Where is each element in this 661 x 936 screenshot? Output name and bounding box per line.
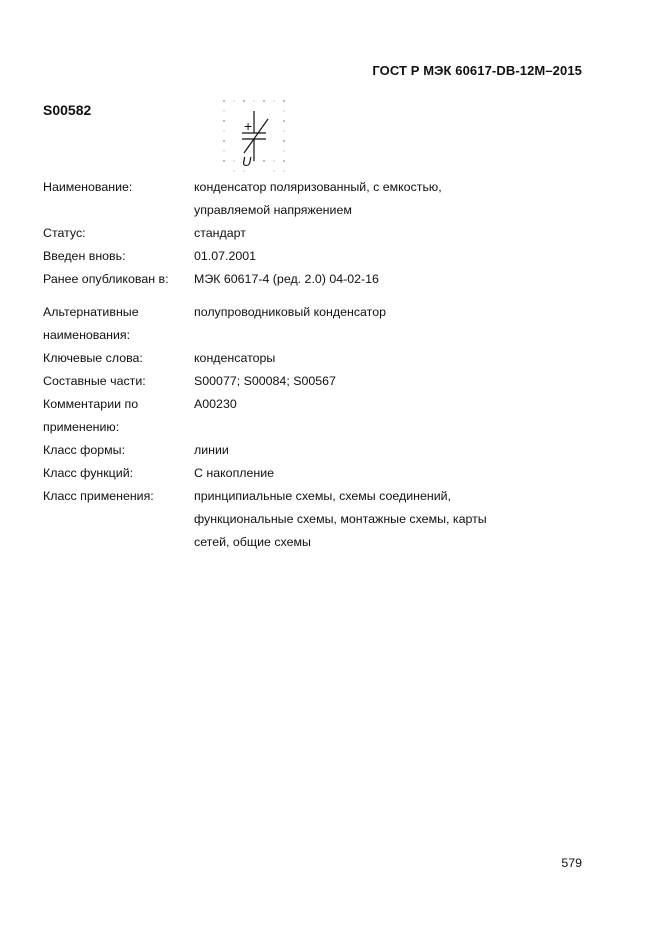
field-value: МЭК 60617-4 (ред. 2.0) 04-02-16: [194, 272, 379, 286]
field-label: Класс формы:: [43, 443, 126, 457]
document-header: [372, 63, 582, 78]
field-value: линии: [194, 443, 229, 457]
field-alternative-names: [43, 301, 563, 347]
field-value: полупроводниковый конденсатор: [194, 305, 386, 319]
symbol-code: S00582: [43, 102, 92, 118]
field-function-class: [43, 462, 563, 485]
field-label: Альтернативные наименования:: [43, 305, 139, 342]
field-value: стандарт: [194, 226, 246, 240]
field-value: конденсатор поляризованный, с емкостью, управляемой напряжением: [194, 180, 442, 217]
field-label: Ключевые слова:: [43, 351, 143, 365]
symbol-figure: [222, 97, 290, 178]
field-label: Введен вновь:: [43, 249, 126, 263]
field-name: [43, 176, 563, 222]
standard-title: ГОСТ Р МЭК 60617-DB-12M–2015: [372, 63, 582, 78]
polarized-variable-capacitor-icon: [222, 97, 290, 173]
field-label: Статус:: [43, 226, 86, 240]
field-label: Класс функций:: [43, 466, 134, 480]
field-value: A00230: [194, 397, 237, 411]
field-label: Наименование:: [43, 180, 133, 194]
field-previously-published: [43, 268, 563, 291]
field-label: Класс применения:: [43, 489, 154, 503]
field-application-class: [43, 485, 563, 554]
symbol-fields: [43, 176, 563, 554]
field-application-notes: [43, 393, 563, 439]
field-components: [43, 370, 563, 393]
field-introduced: [43, 245, 563, 268]
field-label: Ранее опубликован в:: [43, 272, 169, 286]
field-label: Комментарии по применению:: [43, 397, 139, 434]
field-value: C накопление: [194, 466, 275, 480]
u-label: U: [242, 154, 252, 169]
page-number: 579: [561, 856, 582, 870]
field-status: [43, 222, 563, 245]
field-value: принципиальные схемы, схемы соединений, функциональные схемы, монтажные схемы, карты сетей, общие схемы: [194, 489, 487, 549]
plus-label: +: [244, 118, 253, 134]
field-value: 01.07.2001: [194, 249, 257, 263]
field-label: Составные части:: [43, 374, 146, 388]
field-value: конденсаторы: [194, 351, 276, 365]
field-keywords: [43, 347, 563, 370]
field-value: S00077; S00084; S00567: [194, 374, 336, 388]
field-shape-class: [43, 439, 563, 462]
